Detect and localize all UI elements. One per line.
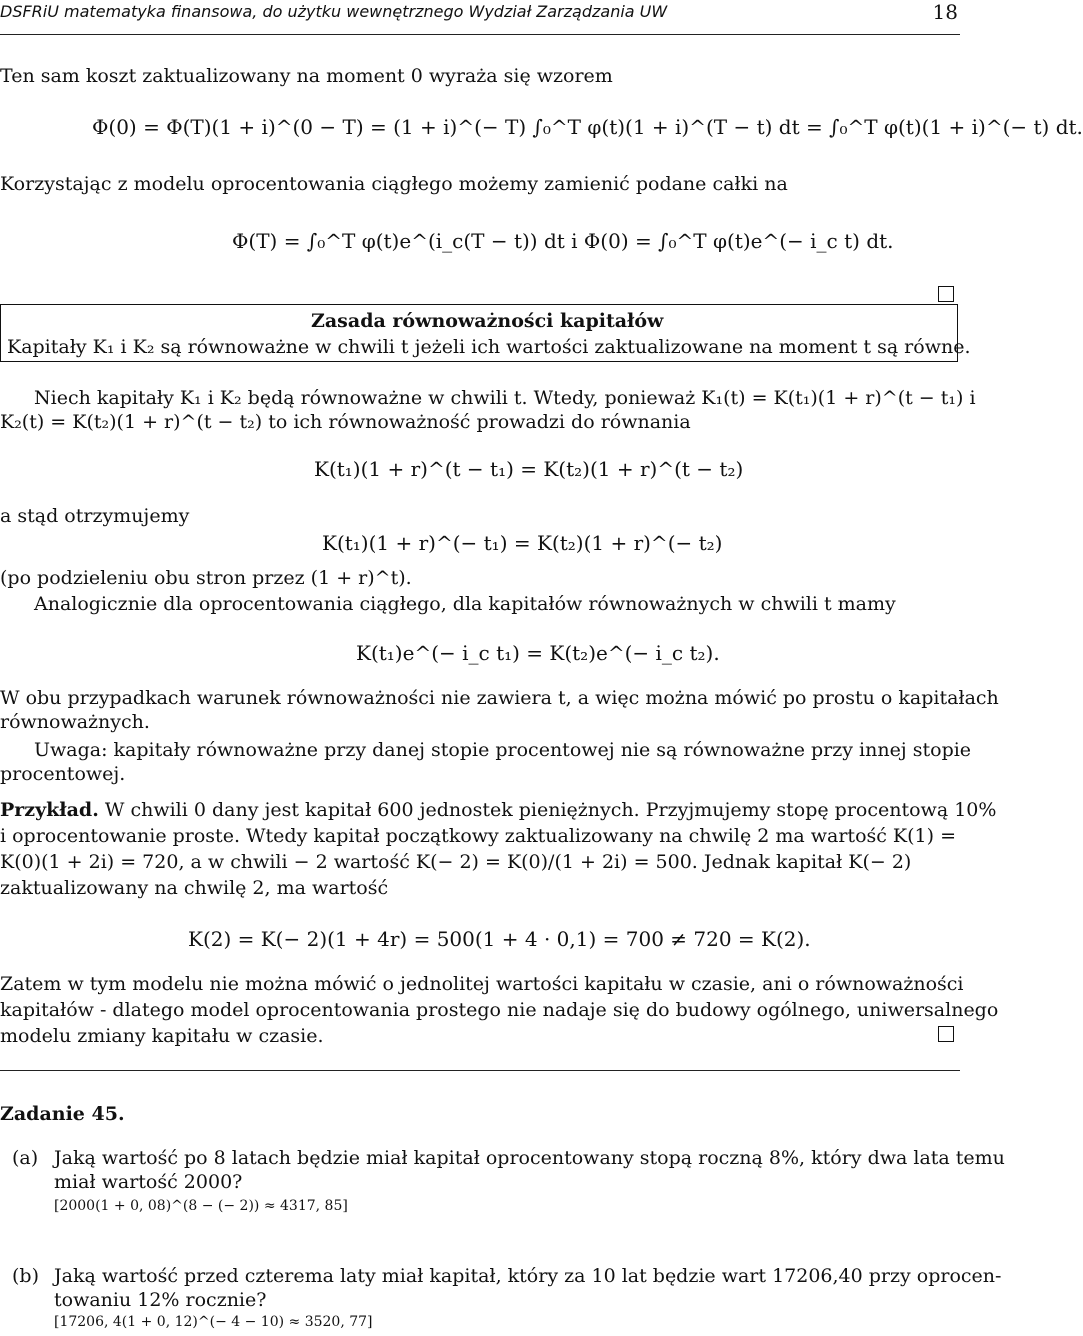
paragraph-line: Niech kapitały K₁ i K₂ będą równoważne w chwili t. Wtedy, ponieważ K₁(t) = K(t₁)(1 + r)^(t − t₁) i bbox=[34, 387, 976, 409]
exercise-a-line: miał wartość 2000? bbox=[54, 1171, 243, 1193]
exercise-b-answer: [17206, 4(1 + 0, 12)^(− 4 − 10) ≈ 3520, 77] bbox=[54, 1314, 373, 1330]
paragraph-line: W obu przypadkach warunek równoważności nie zawiera t, a więc można mówić po prostu o kapitałach bbox=[0, 687, 999, 709]
qed-square-icon bbox=[938, 286, 954, 302]
exercise-a-answer: [2000(1 + 0, 08)^(8 − (− 2)) ≈ 4317, 85] bbox=[54, 1198, 348, 1214]
equation-equivalence-reduced: K(t₁)(1 + r)^(− t₁) = K(t₂)(1 + r)^(− t₂) bbox=[322, 531, 723, 555]
principle-title: Zasada równoważności kapitałów bbox=[311, 310, 664, 332]
equation-phi-zero: Φ(0) = Φ(T)(1 + i)^(0 − T) = (1 + i)^(− T) ∫₀^T φ(t)(1 + i)^(T − t) dt = ∫₀^T φ(t)(1 + i)^(− t) dt. bbox=[92, 115, 1083, 139]
exercise-a-line: Jaką wartość po 8 latach będzie miał kapitał oprocentowany stopą roczną 8%, który dwa lata temu bbox=[54, 1147, 1005, 1169]
equation-equivalence: K(t₁)(1 + r)^(t − t₁) = K(t₂)(1 + r)^(t − t₂) bbox=[314, 457, 744, 481]
exercise-title: Zadanie 45. bbox=[0, 1103, 125, 1125]
exercise-b-line: towaniu 12% rocznie? bbox=[54, 1289, 267, 1311]
continuous-text: Korzystając z modelu oprocentowania ciągłego możemy zamienić podane całki na bbox=[0, 173, 788, 195]
conclusion-line: Zatem w tym modelu nie można mówić o jednolitej wartości kapitału w czasie, ani o równoważności bbox=[0, 973, 964, 995]
page-number: 18 bbox=[932, 0, 958, 24]
analog-text: Analogicznie dla oprocentowania ciągłego, dla kapitałów równoważnych w chwili t mamy bbox=[34, 593, 896, 615]
principle-box bbox=[0, 304, 971, 362]
example-line: W chwili 0 dany jest kapitał 600 jednostek pieniężnych. Przyjmujemy stopę procentową 10% bbox=[104, 799, 997, 821]
conclusion-line: kapitałów - dlatego model oprocentowania prostego nie nadaje się do budowy ogólnego, uniwersalnego bbox=[0, 999, 999, 1021]
intro-text: Ten sam koszt zaktualizowany na moment 0 wyraża się wzorem bbox=[0, 65, 613, 87]
exercise-b-label: (b) bbox=[12, 1265, 39, 1287]
note-line: Uwaga: kapitały równoważne przy danej stopie procentowej nie są równoważne przy innej stopie bbox=[34, 739, 972, 761]
example-line: K(0)(1 + 2i) = 720, a w chwili − 2 wartość K(− 2) = K(0)/(1 + 2i) = 500. Jednak kapitał K(− 2) bbox=[0, 851, 912, 873]
stad-text: a stąd otrzymujemy bbox=[0, 505, 190, 527]
section-divider bbox=[0, 1070, 960, 1071]
example-label: Przykład. bbox=[0, 799, 99, 821]
example-line: i oprocentowanie proste. Wtedy kapitał początkowy zaktualizowany na chwilę 2 ma wartość K(1) = bbox=[0, 825, 957, 847]
qed-square-icon bbox=[938, 1026, 954, 1042]
header-divider bbox=[0, 34, 960, 35]
header-title: DSFRiU matematyka finansowa, do użytku wewnętrznego Wydział Zarządzania UW bbox=[0, 2, 668, 21]
principle-text: Kapitały K₁ i K₂ są równoważne w chwili t jeżeli ich wartości zaktualizowane na moment t są równe. bbox=[7, 336, 971, 358]
exercise-a-label: (a) bbox=[12, 1147, 39, 1169]
division-note: (po podzieleniu obu stron przez (1 + r)^t). bbox=[0, 567, 412, 589]
paragraph-line: K₂(t) = K(t₂)(1 + r)^(t − t₂) to ich równoważność prowadzi do równania bbox=[0, 411, 691, 433]
paragraph-line: równoważnych. bbox=[0, 711, 150, 733]
example-line: zaktualizowany na chwilę 2, ma wartość bbox=[0, 877, 389, 899]
equation-continuous-integrals: Φ(T) = ∫₀^T φ(t)e^(i_c(T − t)) dt i Φ(0) = ∫₀^T φ(t)e^(− i_c t) dt. bbox=[232, 229, 894, 253]
note-line: procentowej. bbox=[0, 763, 126, 785]
equation-continuous-equivalence: K(t₁)e^(− i_c t₁) = K(t₂)e^(− i_c t₂). bbox=[356, 641, 720, 665]
equation-simple-interest-example: K(2) = K(− 2)(1 + 4r) = 500(1 + 4 · 0,1) = 700 ≠ 720 = K(2). bbox=[188, 927, 811, 951]
exercise-b-line: Jaką wartość przed czterema laty miał kapitał, który za 10 lat będzie wart 17206,40 przy oprocen- bbox=[54, 1265, 1002, 1287]
conclusion-line: modelu zmiany kapitału w czasie. bbox=[0, 1025, 324, 1047]
